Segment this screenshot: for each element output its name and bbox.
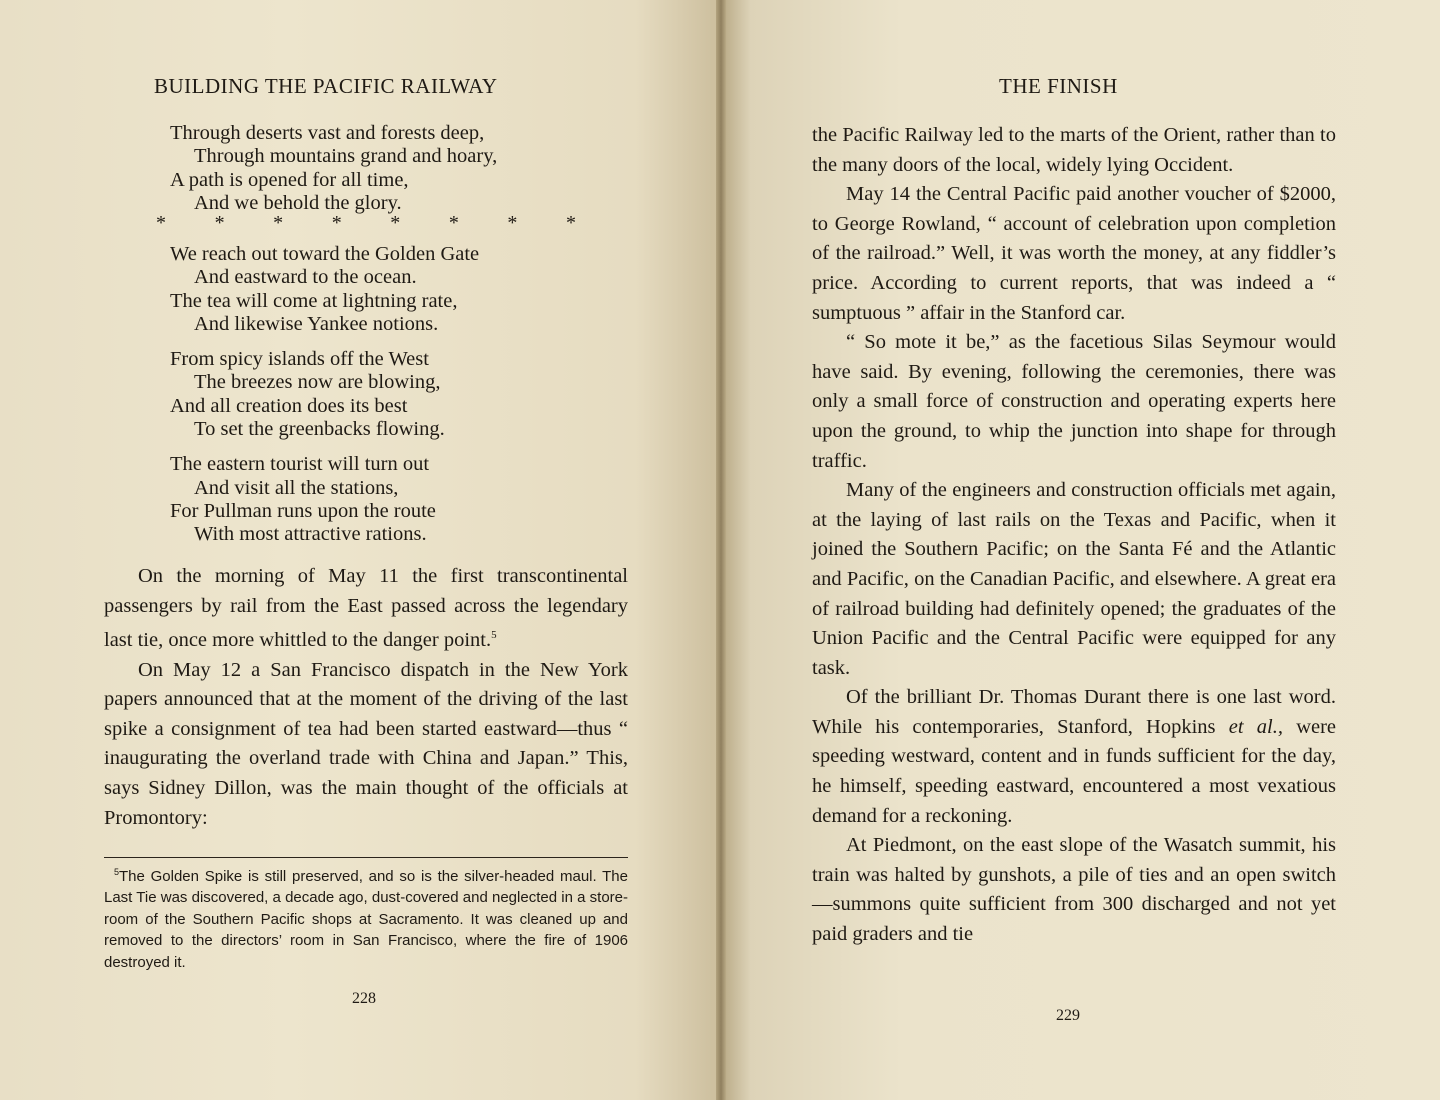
asterisk: * bbox=[331, 212, 342, 234]
footnote-body: The Golden Spike is still preserved, and so is the silver-headed maul. The Last Tie was discovered, a decade ago, dust-covered and neglected in a store-room of the Southern Pacific shops at Sacramento. It was cleaned up and removed to the directors’ room in San Francisco, where the fire of 1906 destroyed it. bbox=[104, 868, 628, 971]
footnote-text bbox=[104, 862, 628, 973]
poem-stanza bbox=[170, 453, 479, 546]
poem-line: And all creation does its best bbox=[170, 394, 408, 417]
italic-text: et al., bbox=[1228, 715, 1283, 738]
asterisk: * bbox=[507, 212, 518, 234]
poem-line: The tea will come at lightning rate, bbox=[170, 289, 458, 312]
asterisk: * bbox=[214, 212, 225, 234]
paragraph-text: were speeding westward, content and in funds sufficient for the day, he himself, speeding eastward, encountered a most vexatious demand for a reckoning. bbox=[812, 715, 1337, 827]
poem-line: We reach out toward the Golden Gate bbox=[170, 243, 480, 265]
left-page-number: 228 bbox=[352, 990, 376, 1007]
footnote-marker: 5 bbox=[114, 867, 120, 877]
paragraph bbox=[812, 683, 1336, 831]
poem-stanza bbox=[170, 348, 479, 441]
footnote-reference[interactable]: 5 bbox=[491, 629, 497, 642]
paragraph: On May 12 a San Francisco dispatch in the New York papers announced that at the moment of the driving of the last spike a consignment of tea had been started eastward—thus “ inaugurating the overland trade with China and Japan.” This, says Sidney Dillon, was the main thought of the officials at Promontory: bbox=[104, 658, 628, 829]
poem-stanzas bbox=[170, 243, 479, 559]
footnote-divider bbox=[104, 857, 628, 858]
right-running-head: THE FINISH bbox=[999, 74, 1118, 98]
paragraph-text: On the morning of May 11 the first transcontinental passengers by rail from the East passed across the legendary last tie, once more whittled to the danger point. bbox=[104, 565, 628, 652]
asterisk: * bbox=[448, 212, 459, 234]
right-page-number: 229 bbox=[1056, 1007, 1080, 1024]
paragraph: the Pacific Railway led to the marts of the Orient, rather than to the many doors of the local, widely lying Occident. bbox=[812, 124, 1336, 176]
poem-line: For Pullman runs upon the route bbox=[170, 499, 436, 522]
paragraph-text: Of the brilliant Dr. Thomas Durant there is one last word. While his contemporaries, Stanford, Hopkins bbox=[812, 686, 1336, 738]
paragraph bbox=[104, 562, 628, 656]
asterisk: * bbox=[273, 212, 284, 234]
left-body-text bbox=[104, 562, 628, 833]
paragraph: At Piedmont, on the east slope of the Wasatch summit, his train was halted by gunshots, a pile of ties and an open switch—summons quite sufficient from 300 discharged and not yet paid graders and tie bbox=[812, 834, 1336, 946]
poem-line: And eastward to the ocean. bbox=[194, 266, 417, 289]
poem-line: And visit all the stations, bbox=[194, 476, 399, 499]
asterisk: * bbox=[156, 212, 166, 234]
poem-opening-stanza bbox=[170, 122, 497, 215]
paragraph: Many of the engineers and construction officials met again, at the laying of last rails on the Texas and Pacific, when it joined the Southern Pacific; on the Santa Fé and the Atlantic and Pacific, on the Canadian Pacific, and elsewhere. A great era of railroad building had definitely opened; the graduates of the Union Pacific and the Central Pacific were equipped for any task. bbox=[812, 479, 1336, 679]
right-body-text bbox=[812, 121, 1336, 950]
poem-line: The breezes now are blowing, bbox=[194, 371, 441, 394]
paragraph: “ So mote it be,” as the facetious Silas Seymour would have said. By evening, following the ceremonies, there was only a small force of construction and operating experts here upon the ground, to whip the junction into shape for through traffic. bbox=[812, 331, 1336, 472]
left-running-head: BUILDING THE PACIFIC RAILWAY bbox=[154, 74, 498, 98]
poem-line: And likewise Yankee notions. bbox=[194, 312, 439, 335]
book-gutter bbox=[716, 0, 726, 1100]
asterisk: * bbox=[565, 212, 576, 234]
paragraph: May 14 the Central Pacific paid another voucher of $2000, to George Rowland, “ account of celebration upon completion of the railroad.” Well, it was worth the money, at any fiddler’s price. According to current reports, that was indeed a “ sumptuous ” affair in the Stanford car. bbox=[812, 183, 1336, 324]
poem-line: A path is opened for all time, bbox=[170, 168, 409, 191]
right-page bbox=[722, 0, 1440, 1100]
poem-line: With most attractive rations. bbox=[194, 523, 427, 546]
poem-line: Through mountains grand and hoary, bbox=[194, 145, 498, 168]
poem-line: The eastern tourist will turn out bbox=[170, 453, 430, 476]
footnote bbox=[104, 862, 628, 973]
asterisk: * bbox=[390, 212, 401, 234]
poem-stanza bbox=[170, 243, 479, 336]
poem-line: And we behold the glory. bbox=[194, 191, 402, 214]
asterism-divider bbox=[156, 212, 576, 235]
poem-line: To set the greenbacks flowing. bbox=[194, 418, 445, 441]
poem-line: From spicy islands off the West bbox=[170, 348, 429, 371]
poem-line: Through deserts vast and forests deep, bbox=[170, 122, 485, 144]
